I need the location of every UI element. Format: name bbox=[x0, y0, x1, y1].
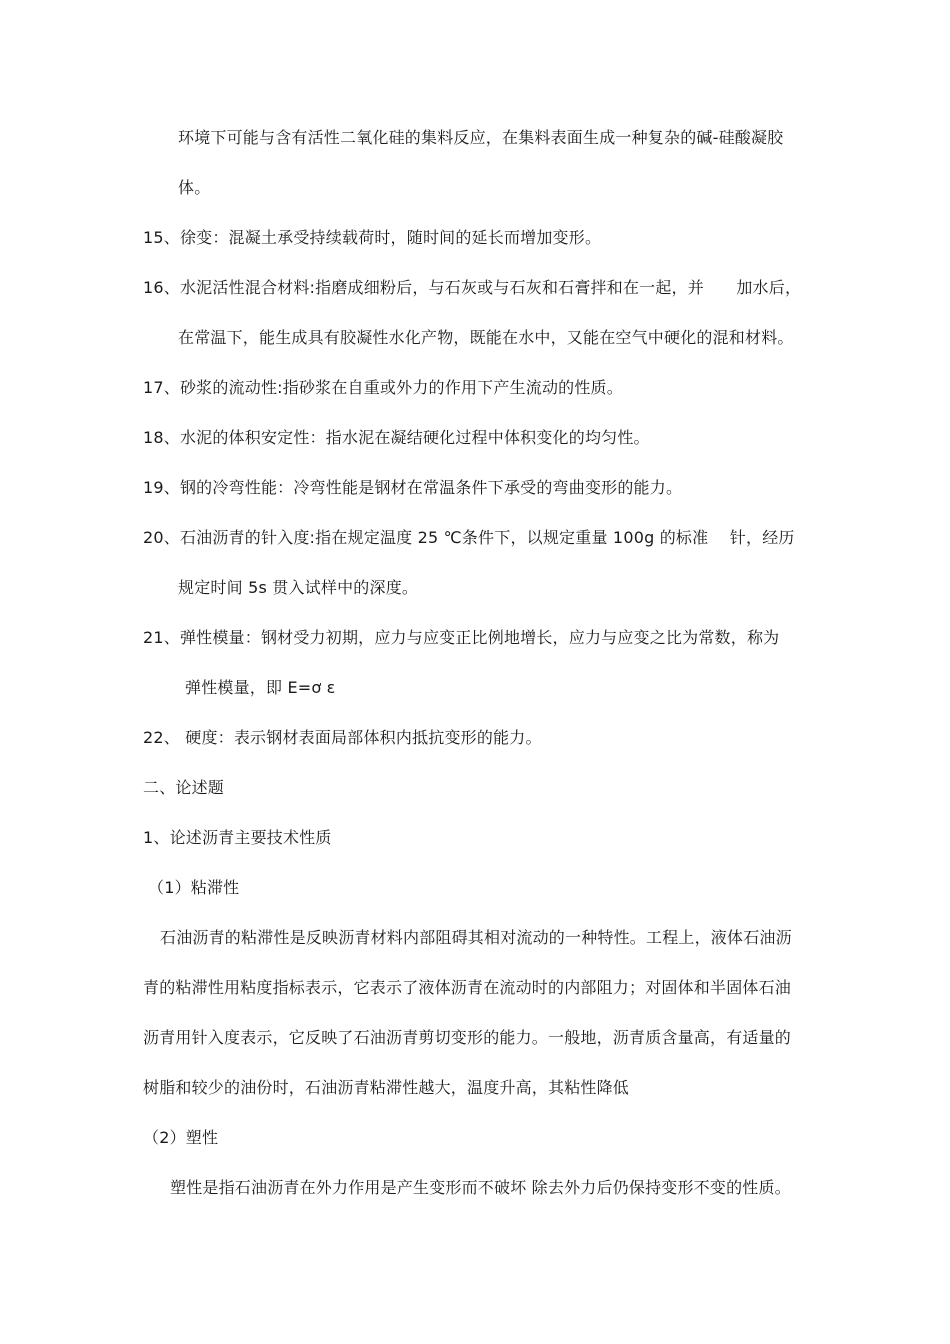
paragraph-plasticity: 塑性是指石油沥青在外力作用是产生变形而不破坏 除去外力后仍保持变形不变的性质。 bbox=[170, 1178, 791, 1197]
definition-19: 19、钢的冷弯性能：冷弯性能是钢材在常温条件下承受的弯曲变形的能力。 bbox=[143, 478, 683, 497]
text-line-2: 体。 bbox=[178, 178, 211, 197]
paragraph-viscosity-1: 石油沥青的粘滞性是反映沥青材料内部阻碍其相对流动的一种特性。工程上，液体石油沥 bbox=[160, 928, 792, 947]
question-1-heading: 1、论述沥青主要技术性质 bbox=[143, 828, 332, 847]
paragraph-viscosity-3: 沥青用针入度表示，它反映了石油沥青剪切变形的能力。一般地，沥青质含量高，有适量的 bbox=[143, 1028, 792, 1047]
subheading-viscosity: （1）粘滞性 bbox=[148, 878, 240, 897]
definition-16: 16、水泥活性混合材料:指磨成细粉后，与石灰或与石灰和石膏拌和在一起，并 加水后， bbox=[143, 278, 802, 297]
definition-21-cont: 弹性模量，即 E=ơ ε bbox=[185, 678, 336, 697]
definition-21: 21、弹性模量：钢材受力初期，应力与应变正比例地增长，应力与应变之比为常数，称为 bbox=[143, 628, 780, 647]
paragraph-viscosity-2: 青的粘滞性用粘度指标表示，它表示了液体沥青在流动时的内部阻力；对固体和半固体石油 bbox=[143, 978, 792, 997]
text-line-1: 环境下可能与含有活性二氧化硅的集料反应，在集料表面生成一种复杂的碱-硅酸凝胶 bbox=[178, 128, 784, 147]
definition-15: 15、徐变：混凝土承受持续载荷时，随时间的延长而增加变形。 bbox=[143, 228, 602, 247]
definition-16-cont: 在常温下，能生成具有胶凝性水化产物，既能在水中，又能在空气中硬化的混和材料。 bbox=[178, 328, 794, 347]
section-heading: 二、论述题 bbox=[143, 778, 225, 797]
definition-22: 22、 硬度：表示钢材表面局部体积内抵抗变形的能力。 bbox=[143, 728, 542, 747]
definition-20-cont: 规定时间 5s 贯入试样中的深度。 bbox=[178, 578, 419, 597]
definition-18: 18、水泥的体积安定性：指水泥在凝结硬化过程中体积变化的均匀性。 bbox=[143, 428, 650, 447]
definition-20: 20、石油沥青的针入度:指在规定温度 25 ℃条件下，以规定重量 100g 的标准 针，经历 bbox=[143, 528, 795, 547]
subheading-plasticity: （2）塑性 bbox=[143, 1128, 219, 1147]
definition-17: 17、砂浆的流动性:指砂浆在自重或外力的作用下产生流动的性质。 bbox=[143, 378, 623, 397]
paragraph-viscosity-4: 树脂和较少的油份时，石油沥青粘滞性越大，温度升高，其粘性降低 bbox=[143, 1078, 630, 1097]
